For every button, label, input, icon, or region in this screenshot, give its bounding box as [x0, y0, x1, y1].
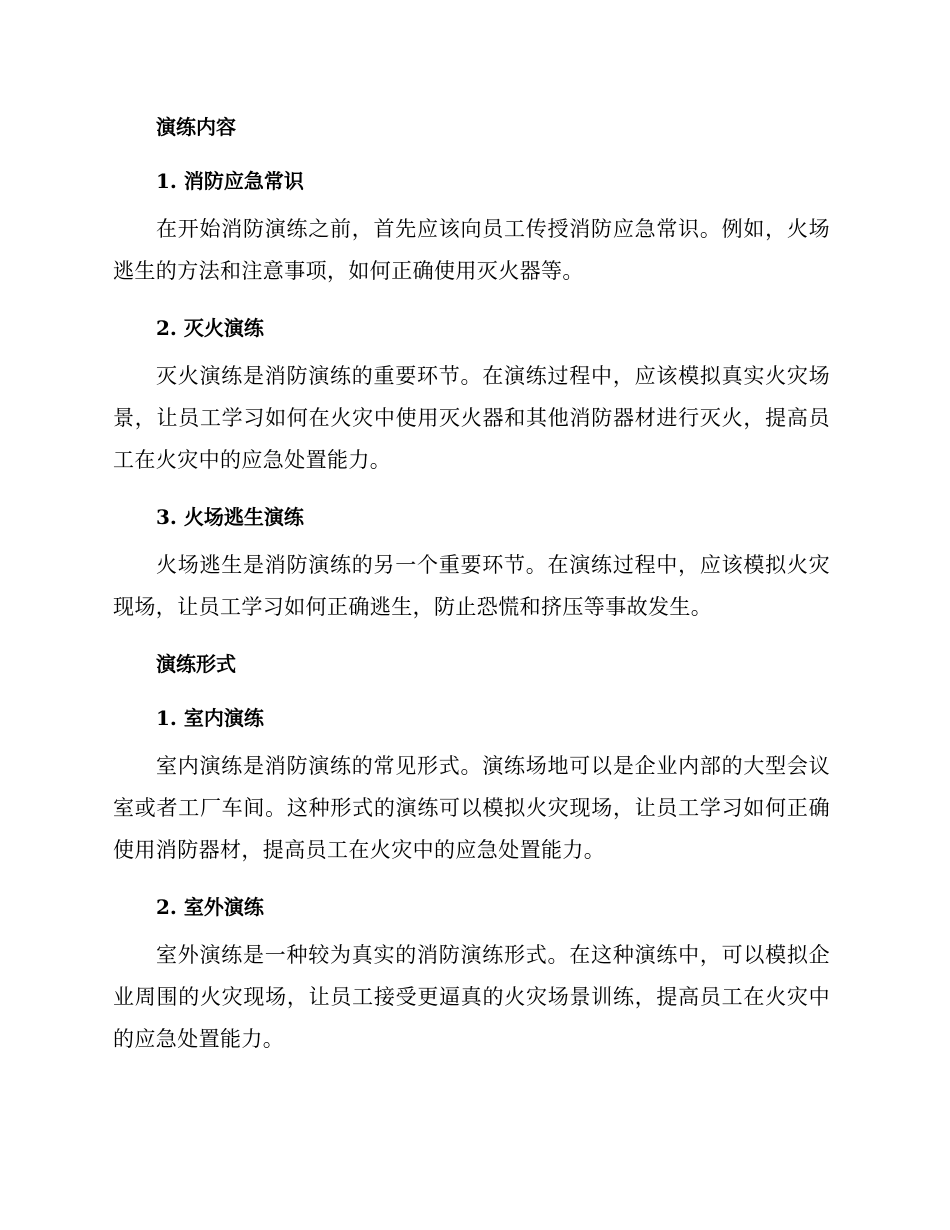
subheading-fire-emergency-knowledge: 1. 消防应急常识: [156, 169, 304, 193]
paragraph-fire-emergency-knowledge: 在开始消防演练之前，首先应该向员工传授消防应急常识。例如，火场逃生的方法和注意事项，如何正确使用灭火器等。: [113, 217, 830, 283]
paragraph-fire-escape-drill: 火场逃生是消防演练的另一个重要环节。在演练过程中，应该模拟火灾现场，让员工学习如何正确逃生，防止恐慌和挤压等事故发生。: [113, 553, 830, 619]
subheading-fire-extinguishing-drill: 2. 灭火演练: [156, 316, 264, 340]
subheading-fire-escape-drill: 3. 火场逃生演练: [156, 505, 304, 529]
paragraph-outdoor-drill: 室外演练是一种较为真实的消防演练形式。在这种演练中，可以模拟企业周围的火灾现场，让员工接受更逼真的火灾场景训练，提高员工在火灾中的应急处置能力。: [113, 943, 830, 1051]
paragraph-indoor-drill: 室内演练是消防演练的常见形式。演练场地可以是企业内部的大型会议室或者工厂车间。这种形式的演练可以模拟火灾现场，让员工学习如何正确使用消防器材，提高员工在火灾中的应急处置能力。: [113, 754, 830, 862]
document-body: [113, 112, 830, 1060]
subheading-outdoor-drill: 2. 室外演练: [156, 895, 264, 919]
paragraph-fire-extinguishing-drill: 灭火演练是消防演练的重要环节。在演练过程中，应该模拟真实火灾场景，让员工学习如何在火灾中使用灭火器和其他消防器材进行灭火，提高员工在火灾中的应急处置能力。: [113, 364, 830, 472]
subheading-indoor-drill: 1. 室内演练: [156, 706, 264, 730]
section-title-drill-content: 演练内容: [156, 115, 236, 139]
section-title-drill-format: 演练形式: [156, 652, 236, 676]
